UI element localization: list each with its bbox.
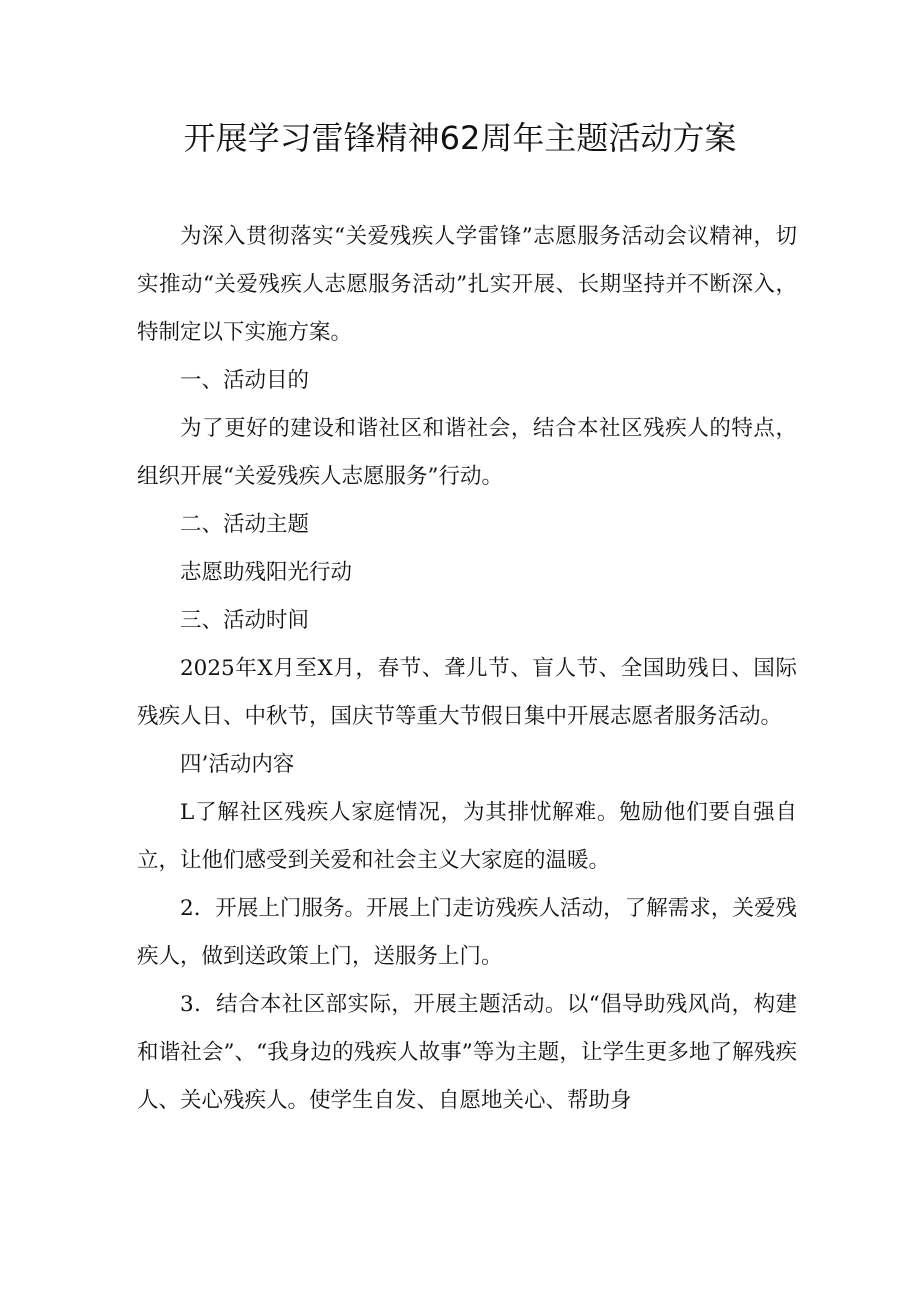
document-title: 开展学习雷锋精神62周年主题活动方案: [183, 119, 737, 157]
paragraph-content-3: 3．结合本社区部实际，开展主题活动。以“倡导助残风尚，构建和谐社会”、“我身边的残疾人故事”等为主题，让学生更多地了解残疾人、关心残疾人。使学生自发、自愿地关心、帮助身: [137, 992, 797, 1113]
paragraph-intro: 为深入贯彻落实“关爱残疾人学雷锋”志愿服务活动会议精神，切实推动“关爱残疾人志愿服务活动”扎实开展、长期坚持并不断深入，特制定以下实施方案。: [137, 224, 797, 345]
section-heading-purpose: 一、活动目的: [180, 368, 310, 393]
paragraph-content-1: L了解社区残疾人家庭情况，为其排忧解难。勉励他们要自强自立，让他们感受到关爱和社会主义大家庭的温暖。: [137, 800, 797, 873]
section-heading-theme: 二、活动主题: [180, 512, 310, 537]
section-heading-time: 三、活动时间: [180, 608, 310, 633]
document-body: [137, 213, 797, 1125]
paragraph-time: 2025年X月至X月，春节、聋儿节、盲人节、全国助残日、国际残疾人日、中秋节，国庆节等重大节假日集中开展志愿者服务活动。: [137, 656, 797, 729]
paragraph-theme: 志愿助残阳光行动: [180, 560, 353, 585]
paragraph-content-2: 2．开展上门服务。开展上门走访残疾人活动，了解需求，关爱残疾人，做到送政策上门，送服务上门。: [137, 896, 797, 969]
paragraph-purpose: 为了更好的建设和谐社区和谐社会，结合本社区残疾人的特点，组织开展“关爱残疾人志愿服务”行动。: [137, 416, 797, 489]
section-heading-content: 四’活动内容: [180, 752, 295, 777]
